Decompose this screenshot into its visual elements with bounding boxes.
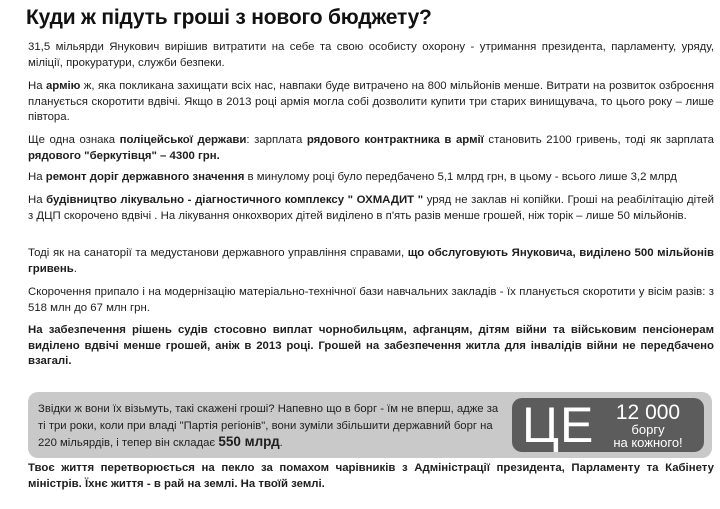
debt-per-person-badge (512, 398, 704, 452)
paragraph-army (28, 79, 714, 126)
paragraph-education (28, 285, 714, 316)
paragraph-text: Ще одна ознака (28, 134, 120, 146)
bold-term: рядового контрактника в армії (306, 134, 484, 146)
callout-text (38, 401, 508, 452)
paragraph-text: На забезпечення рішень судів стосовно виплат чорнобильцям, афганцям, дітям війни та військовим пенсіонерам виділено вдвічі менше грошей, аніж в 2013 році. Грошей на забезпечення житла для інвалідів війни не передбачено взагалі. (28, 324, 714, 368)
bold-term: рядового "беркутівця" – 4300 грн. (28, 149, 220, 162)
paragraph-text: 31,5 мільярди Янукович вирішив витратити на себе та свою особисту охорону - утримання президента, парламенту, уряду, міліції, прокуратури, служби безпеки. (28, 41, 714, 69)
paragraph-security-spending (28, 40, 714, 71)
paragraph-text: На (28, 171, 46, 183)
paragraph-text: . (73, 262, 77, 275)
paragraph-text: уряд не заклав ні копійки. Гроші на реабілітацію дітей з ДЦП скорочено вдвічі . На лікування онкохворих дітей виділено в п'ять разів менше грошей, ніж торік – лише 50 мільйонів. (28, 194, 714, 222)
paragraph-text: На (28, 194, 47, 206)
callout-punctuation: . (279, 437, 283, 449)
bold-term: армію (45, 80, 81, 92)
paragraph-court-payments (28, 323, 714, 370)
paragraph-roads (28, 170, 714, 186)
debt-callout-box (28, 392, 712, 458)
paragraph-text: : зарплата (246, 134, 307, 146)
bold-term: ремонт доріг державного значення (45, 171, 245, 183)
paragraph-text: становить 2100 гривень, тоді як зарплата (483, 134, 714, 146)
paragraph-text: ж, яка покликана захищати всіх нас, навпаки буде витрачено на 800 мільйонів менше. Витрати на розвиток озброєння планується скоротити вдвічі. Якщо в 2013 році армія могла собі дозволити купити три старих винищувача, то цього року – лише півтора. (28, 80, 714, 124)
paragraph-text: в минулому році було передбачено 5,1 млрд грн, в цьому - всього лише 3,2 млрд (244, 171, 677, 183)
debt-amount: 550 млрд (218, 434, 280, 449)
paragraph-text: Скорочення припало і на модернізацію матеріально-технічної бази навчальних закладів - їх планується скоротити у вісім разів: з 518 млн до 67 млн грн. (28, 286, 714, 314)
page-title: Куди ж підуть гроші з нового бюджету? (26, 6, 432, 29)
bold-term: поліцейської держави (119, 134, 247, 146)
bold-term: що обслуговують Януковича, виділено 500 мільйонів гривень (28, 247, 714, 275)
badge-caption-line2: на кожного! (613, 435, 683, 450)
badge-caption (598, 423, 698, 449)
paragraph-okhmadyt (28, 193, 714, 224)
badge-ce-text: ЦЕ (522, 397, 595, 453)
paragraph-text: На (28, 80, 46, 92)
paragraph-text: Твоє життя перетворюється на пекло за помахом чарівників з Адміністрації президента, Парламенту та Кабінету міністрів. Їхнє життя - в рай на землі. На твоїй землі. (28, 462, 714, 490)
badge-number: 12 000 (615, 401, 681, 424)
paragraph-police-state (28, 133, 714, 164)
paragraph-text: Тоді як на санаторії та медустанови державного управління справами, (28, 247, 408, 259)
callout-body: Звідки ж вони їх візьмуть, такі скажені гроші? Напевно що в борг - їм не вперш, адже за ті три роки, коли при владі "Партія регіонів", вони зуміли збільшити державний борг на 220 мільярдів, і тепер він складає (38, 403, 499, 449)
paragraph-conclusion (28, 461, 714, 492)
paragraph-sanatoriums (28, 246, 714, 277)
bold-term: будівництво лікувально - діагностичного комплексу " ОХМАДИТ " (46, 194, 424, 206)
badge-caption-line1: боргу (631, 422, 665, 437)
